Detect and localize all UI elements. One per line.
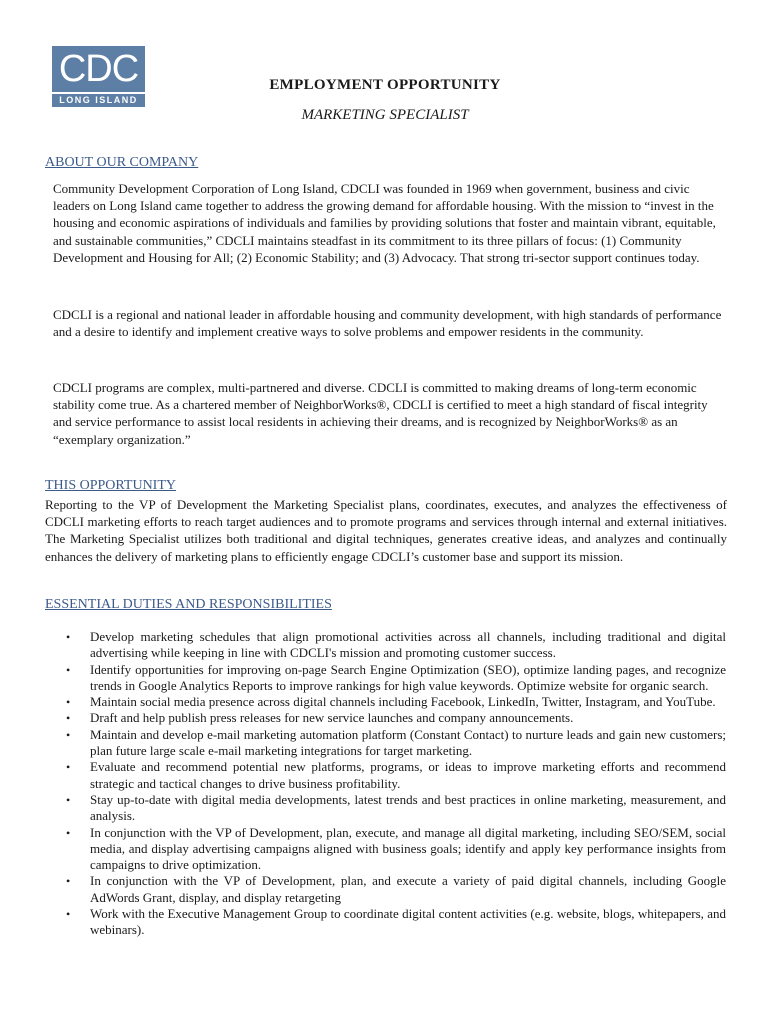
list-item bbox=[66, 824, 726, 874]
list-item bbox=[66, 694, 726, 710]
list-item bbox=[66, 661, 726, 695]
logo-main-text: CDC bbox=[52, 46, 145, 92]
duty-text: Draft and help publish press releases for new service launches and company announcements. bbox=[90, 710, 574, 726]
bullet-icon: • bbox=[66, 711, 71, 726]
duty-text: Develop marketing schedules that align promotional activities across all channels, including traditional and digital advertising while keeping in line with CDCLI's mission and promoting customer success. bbox=[90, 629, 726, 661]
duties-heading: ESSENTIAL DUTIES AND RESPONSIBILITIES bbox=[45, 597, 332, 612]
list-item bbox=[66, 906, 726, 939]
bullet-icon: • bbox=[66, 907, 71, 922]
bullet-icon: • bbox=[66, 695, 71, 710]
bullet-icon: • bbox=[66, 760, 71, 775]
duty-text: In conjunction with the VP of Development, plan, and execute a variety of paid digital channels, including Google AdWords Grant, display, and display retargeting bbox=[90, 873, 726, 905]
duty-text: Maintain and develop e-mail marketing automation platform (Constant Contact) to nurture leads and gain new customers; plan future large scale e-mail marketing integrations for target marketing. bbox=[90, 726, 726, 759]
list-item bbox=[66, 629, 726, 662]
list-item bbox=[66, 873, 726, 906]
bullet-icon: • bbox=[66, 662, 71, 677]
list-item bbox=[66, 791, 726, 825]
document-title: EMPLOYMENT OPPORTUNITY bbox=[269, 77, 501, 93]
about-paragraph-1: Community Development Corporation of Long Island, CDCLI was founded in 1969 when government, business and civic leaders on Long Island came together to address the growing demand for affordable housing. With the mission to “invest in the housing and economic aspirations of individuals and families by providing solutions that foster and maintain vibrant, equitable, and sustainable communities,” CDCLI maintains steadfast in its commitment to its three pillars of focus: (1) Community Development and Housing for All; (2) Economic Stability; and (3) Advocacy. That strong tri-sector support continues today. bbox=[53, 181, 716, 265]
list-item bbox=[66, 710, 726, 726]
duty-text: Work with the Executive Management Group to coordinate digital content activities (e.g. website, blogs, whitepapers, and webinars). bbox=[90, 906, 726, 938]
bullet-icon: • bbox=[66, 792, 71, 807]
duty-text: Stay up-to-date with digital media developments, latest trends and best practices in online marketing, measurement, and analysis. bbox=[90, 791, 726, 824]
duties-list bbox=[0, 629, 770, 939]
duty-text: In conjunction with the VP of Development, plan, execute, and manage all digital marketing, including SEO/SEM, social media, and display advertising campaigns aligned with business goals; identify and apply key performance insights from campaigns to drive optimization. bbox=[90, 824, 726, 873]
about-heading: ABOUT OUR COMPANY bbox=[45, 155, 199, 170]
bullet-icon: • bbox=[66, 825, 71, 840]
bullet-icon: • bbox=[66, 874, 71, 889]
duty-text: Maintain social media presence across digital channels including Facebook, LinkedIn, Twitter, Instagram, and YouTube. bbox=[90, 694, 716, 710]
job-title: MARKETING SPECIALIST bbox=[301, 107, 469, 123]
opportunity-paragraph: Reporting to the VP of Development the Marketing Specialist plans, coordinates, executes, and analyzes the effectiveness of CDCLI marketing efforts to reach target audiences and to promote programs and services through internal and external initiatives. The Marketing Specialist utilizes both traditional and digital techniques, generates creative ideas, and analyzes and continually enhances the delivery of marketing plans to efficiently engage CDCLI’s customer base and support its mission. bbox=[45, 497, 727, 564]
logo-sub-text: LONG ISLAND bbox=[52, 94, 145, 107]
list-item bbox=[66, 759, 726, 792]
duty-text: Evaluate and recommend potential new platforms, programs, or ideas to improve marketing efforts and recommend strategic and tactical changes to drive business profitability. bbox=[90, 759, 726, 791]
list-item bbox=[66, 726, 726, 760]
duty-text: Identify opportunities for improving on-page Search Engine Optimization (SEO), optimize landing pages, and recognize trends in Google Analytics Reports to improve rankings for high value keywords. Optimize website for organic search. bbox=[90, 661, 726, 693]
bullet-icon: • bbox=[66, 727, 71, 742]
about-paragraph-2: CDCLI is a regional and national leader in affordable housing and community development, with high standards of performance and a desire to identify and implement creative ways to solve problems and empower residents in the community. bbox=[53, 307, 722, 340]
about-paragraph-3: CDCLI programs are complex, multi-partnered and diverse. CDCLI is committed to making dreams of long-term economic stability come true. As a chartered member of NeighborWorks®, CDCLI is certified to meet a high standard of fiscal integrity and service performance to assist local residents in achieving their dreams, and is recognized by NeighborWorks® as an “exemplary organization.” bbox=[53, 380, 708, 447]
opportunity-heading: THIS OPPORTUNITY bbox=[45, 478, 176, 493]
bullet-icon: • bbox=[66, 630, 71, 644]
